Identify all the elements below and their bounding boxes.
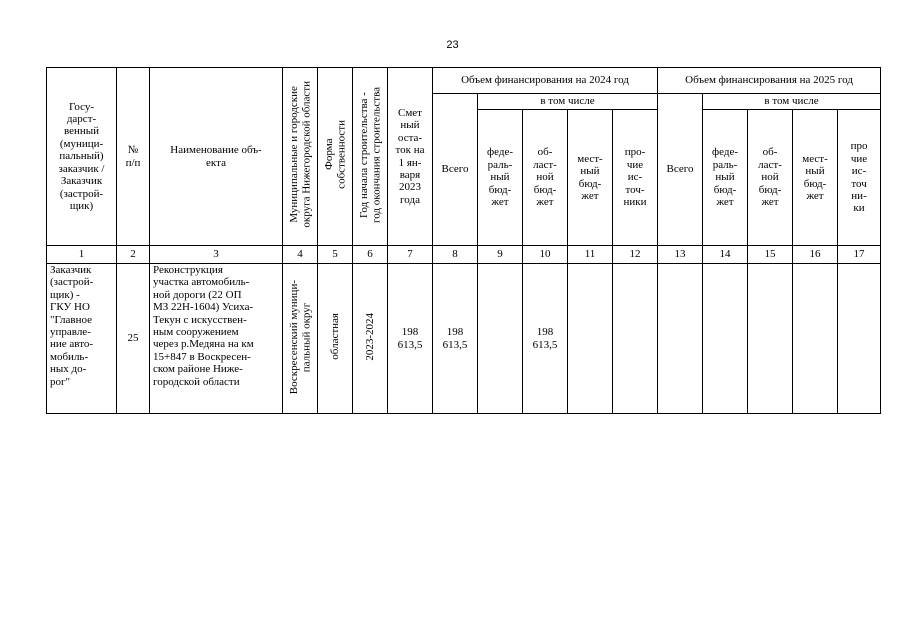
column-number: 1 [47, 246, 117, 264]
header-federal-2024: феде- раль- ный бюд- жет [478, 110, 523, 246]
header-other-2025: про чие ис- точ ни- ки [838, 110, 881, 246]
column-number: 11 [568, 246, 613, 264]
header-local-2025: мест- ный бюд- жет [793, 110, 838, 246]
row-federal-2024 [478, 264, 523, 414]
row-municipality: Воскресенский муници- пальный округ [287, 279, 312, 394]
header-fin-2024: Объем финансирования на 2024 год [433, 68, 658, 94]
row-years: 2023-2024 [363, 312, 376, 361]
row-ownership-cell [318, 264, 353, 414]
column-number: 7 [388, 246, 433, 264]
column-number: 16 [793, 246, 838, 264]
row-total-2024: 198 613,5 [433, 264, 478, 414]
row-other-2024 [613, 264, 658, 414]
row-regional-2025 [748, 264, 793, 414]
column-number: 5 [318, 246, 353, 264]
header-total-2024: Всего [433, 94, 478, 246]
column-number: 14 [703, 246, 748, 264]
header-local-2024: мест- ный бюд- жет [568, 110, 613, 246]
header-customer: Госу- дарст- венный (муници- пальный) заказчик / Заказчик (застрой- щик) [47, 68, 117, 246]
column-number: 9 [478, 246, 523, 264]
row-num: 25 [117, 264, 150, 414]
header-other-2024: про- чие ис- точ- ники [613, 110, 658, 246]
header-years-cell [353, 68, 388, 246]
column-number: 13 [658, 246, 703, 264]
row-customer: Заказчик (застрой- щик) - ГКУ НО "Главное управле- ние авто- мобиль- ных до- рог" [47, 264, 117, 414]
column-number-row [47, 246, 881, 264]
column-number: 8 [433, 246, 478, 264]
header-fin-2025: Объем финансирования на 2025 год [658, 68, 881, 94]
header-including-2025: в том числе [703, 94, 881, 110]
header-ownership-cell [318, 68, 353, 246]
row-other-2025 [838, 264, 881, 414]
column-number: 6 [353, 246, 388, 264]
financing-table [46, 67, 881, 414]
row-ownership: областная [328, 313, 341, 361]
column-number: 4 [283, 246, 318, 264]
row-local-2025 [793, 264, 838, 414]
header-municipality: Муниципальные и городские округа Нижегородской области [287, 81, 312, 229]
row-object-name: Реконструкция участка автомобиль- ной дороги (22 ОП МЗ 22Н-1604) Усиха- Текун с искусствен- ным сооружением через р.Медяна на км 15+847 в Воскресен- ском районе Ниже- городской области [150, 264, 283, 414]
row-total-2025 [658, 264, 703, 414]
header-federal-2025: феде- раль- ный бюд- жет [703, 110, 748, 246]
table-row [47, 264, 881, 414]
row-local-2024 [568, 264, 613, 414]
row-years-cell [353, 264, 388, 414]
header-regional-2025: об- ласт- ной бюд- жет [748, 110, 793, 246]
header-years: Год начала строительства - год окончания строительства [357, 86, 382, 223]
header-regional-2024: об- ласт- ной бюд- жет [523, 110, 568, 246]
column-number: 12 [613, 246, 658, 264]
page-number: 23 [446, 39, 459, 51]
column-number: 17 [838, 246, 881, 264]
column-number: 15 [748, 246, 793, 264]
header-num: № п/п [117, 68, 150, 246]
header-total-2025: Всего [658, 94, 703, 246]
header-including-2024: в том числе [478, 94, 658, 110]
column-number: 10 [523, 246, 568, 264]
row-regional-2024: 198 613,5 [523, 264, 568, 414]
header-estimate: Смет ный оста- ток на 1 ян- варя 2023 года [388, 68, 433, 246]
row-municipality-cell [283, 264, 318, 414]
row-estimate: 198 613,5 [388, 264, 433, 414]
column-number: 3 [150, 246, 283, 264]
row-federal-2025 [703, 264, 748, 414]
column-number: 2 [117, 246, 150, 264]
header-ownership: Форма собственности [322, 120, 347, 190]
header-municipality-cell [283, 68, 318, 246]
header-object-name: Наименование объ- екта [150, 68, 283, 246]
